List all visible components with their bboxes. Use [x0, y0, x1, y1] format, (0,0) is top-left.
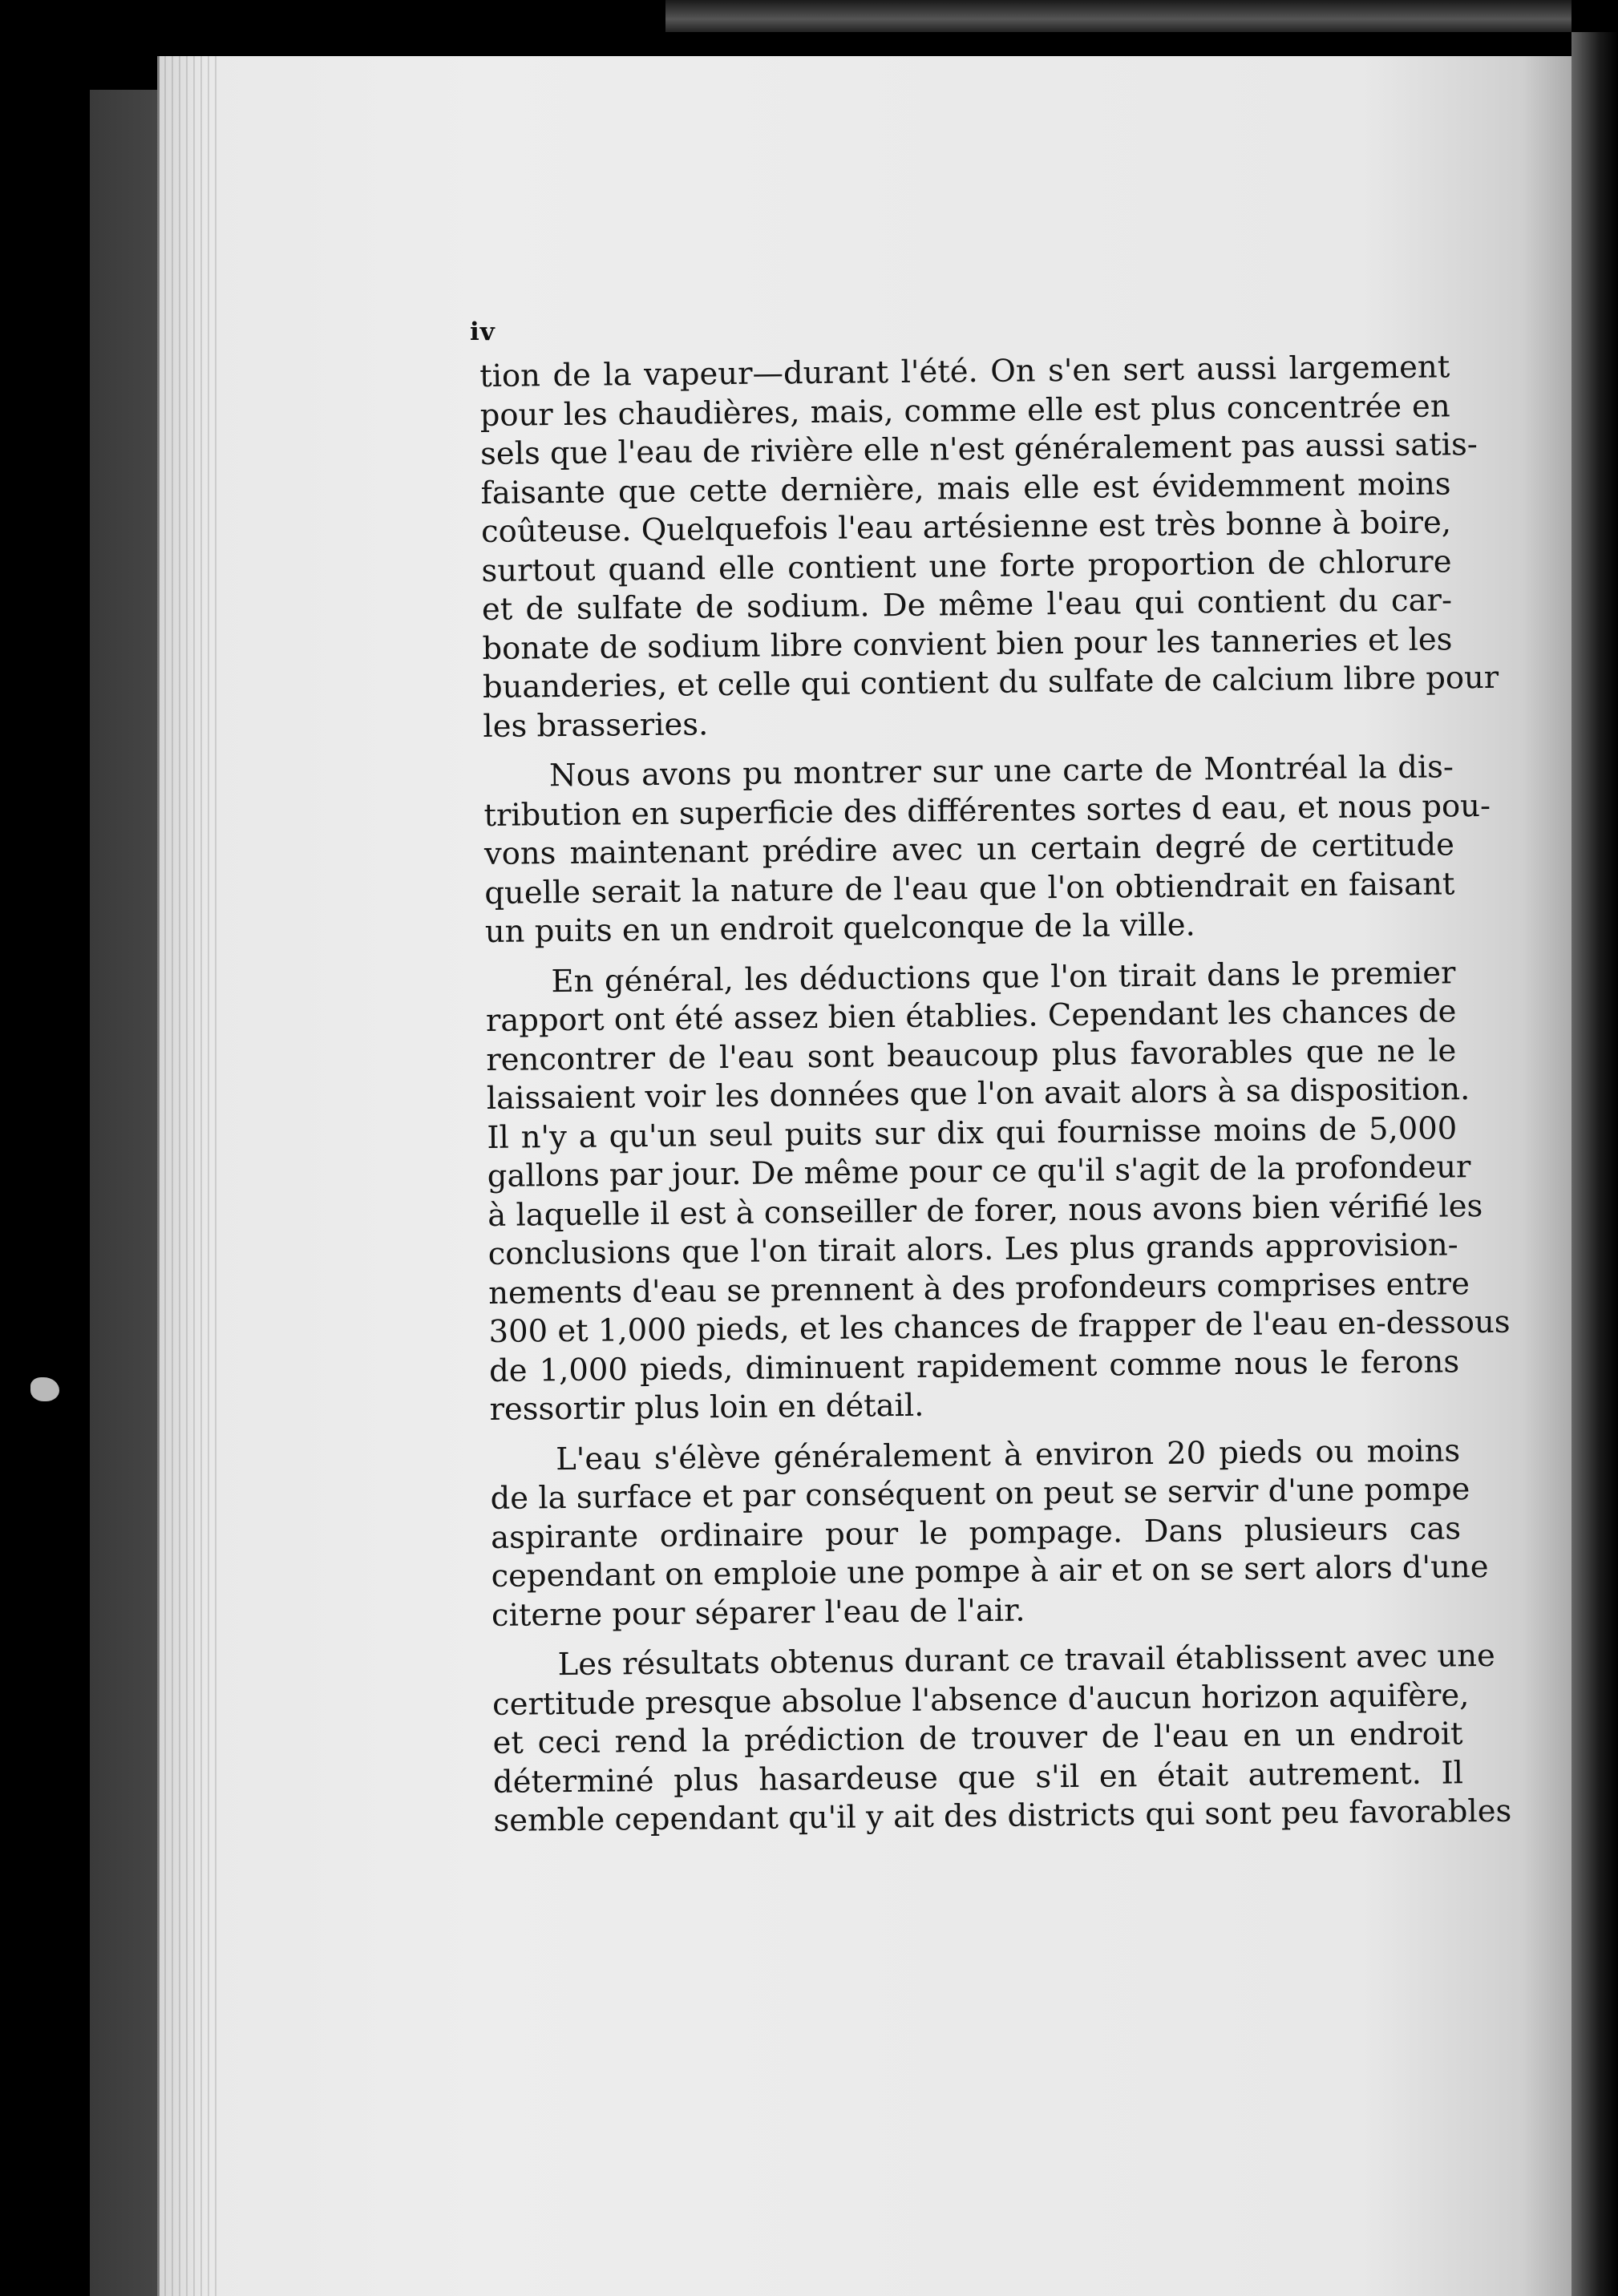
text-line: Il n'y a qu'un seul puits sur dix qui fournisse moins de 5,000 — [487, 1110, 1458, 1156]
scan-top-strip — [665, 0, 1571, 32]
text-line: semble cependant qu'il y ait des districts qui sont peu favorables — [493, 1793, 1512, 1839]
text-line: buanderies, et celle qui contient du sulfate de calcium libre pour — [482, 659, 1499, 705]
text-line: 300 et 1,000 pieds, et les chances de frapper de l'eau en-dessous — [488, 1304, 1511, 1350]
text-line: quelle serait la nature de l'eau que l'on obtiendrait en faisant — [484, 865, 1455, 912]
text-line: certitude presque absolue l'absence d'aucun horizon aquifère, — [491, 1676, 1470, 1723]
paragraph — [490, 1432, 1489, 1635]
text-line: Les résultats obtenus durant ce travail établissent avec une — [557, 1637, 1496, 1684]
paragraph — [479, 348, 1499, 746]
text-line: laissaient voir les données que l'on avait alors à sa disposition. — [486, 1071, 1470, 1117]
text-line: rencontrer de l'eau sont beaucoup plus favorables que ne le — [486, 1032, 1457, 1078]
text-line: les brasseries. — [483, 705, 709, 745]
body-text — [479, 348, 1512, 1841]
text-line: cependant on emploie une pompe à air et on se sert alors d'une — [491, 1548, 1489, 1595]
text-line: conclusions que l'on tirait alors. Les plus grands approvision- — [487, 1227, 1458, 1272]
text-line: rapport ont été assez bien établies. Cependant les chances de — [485, 993, 1457, 1039]
text-line: à laquelle il est à conseiller de forer, nous avons bien vérifié les — [487, 1187, 1483, 1234]
text-line: et de sulfate de sodium. De même l'eau qui contient du car- — [481, 582, 1453, 628]
text-line: surtout quand elle contient une forte proportion de chlorure — [481, 543, 1452, 589]
text-line: coûteuse. Quelquefois l'eau artésienne est très bonne à boire, — [480, 504, 1452, 550]
text-line: L'eau s'élève généralement à environ 20 pieds ou moins — [555, 1432, 1461, 1477]
text-line: Nous avons pu montrer sur une carte de Montréal la dis- — [548, 749, 1454, 794]
text-line: de la surface et par conséquent on peut se servir d'une pompe — [490, 1471, 1470, 1517]
text-line: et ceci rend la prédiction de trouver de l'eau en un endroit — [492, 1716, 1463, 1761]
text-line: un puits en un endroit quelconque de la ville. — [484, 907, 1196, 950]
text-line: de 1,000 pieds, diminuent rapidement comme nous le ferons — [488, 1343, 1460, 1389]
text-line: vons maintenant prédire avec un certain degré de certitude — [483, 827, 1455, 872]
text-line: tribution en superficie des différentes sortes d eau, et nous pou- — [483, 787, 1491, 834]
text-line: faisante que cette dernière, mais elle est évidemment moins — [480, 465, 1451, 511]
text-line: aspirante ordinaire pour le pompage. Dans plusieurs cas — [490, 1510, 1462, 1556]
paragraph — [483, 748, 1491, 952]
page-folio: iv — [470, 317, 496, 346]
text-line: tion de la vapeur—durant l'été. On s'en sert aussi largement — [479, 349, 1450, 394]
text-line: déterminé plus hasardeuse que s'il en était autrement. Il — [492, 1754, 1464, 1801]
text-line: bonate de sodium libre convient bien pour les tanneries et les — [482, 620, 1453, 667]
text-line: gallons par jour. De même pour ce qu'il s'agit de la profondeur — [487, 1149, 1471, 1194]
scan-right-edge — [1571, 32, 1618, 2296]
text-line: nements d'eau se prennent à des profondeurs comprises entre — [487, 1265, 1470, 1312]
text-line: citerne pour séparer l'eau de l'air. — [491, 1592, 1025, 1634]
text-line: pour les chaudières, mais, comme elle est plus concentrée en — [479, 387, 1450, 434]
text-line: En général, les déductions que l'on tirait dans le premier — [551, 954, 1456, 1000]
text-line: ressortir plus loin en détail. — [489, 1387, 924, 1428]
paragraph — [491, 1637, 1512, 1841]
text-line: sels que l'eau de rivière elle n'est généralement pas aussi satis- — [479, 426, 1478, 472]
scan-smudge — [30, 1377, 59, 1401]
page-stack-edges — [157, 56, 221, 2296]
paragraph — [485, 954, 1511, 1430]
